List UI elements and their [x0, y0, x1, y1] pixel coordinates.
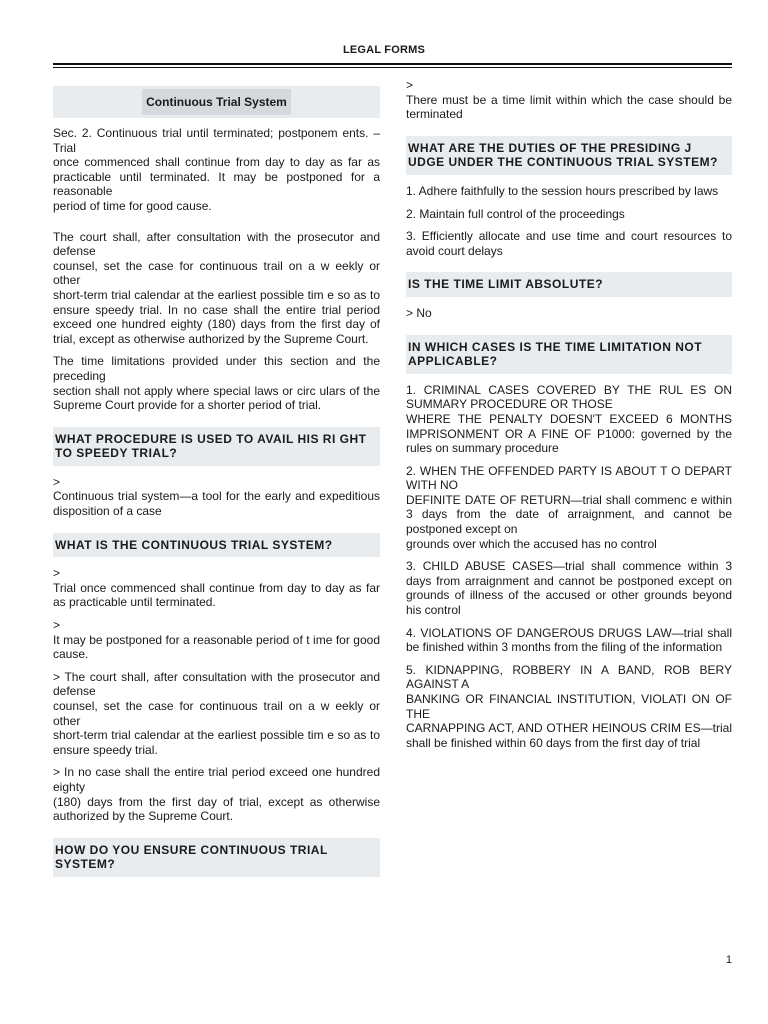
answer-paragraph: > The court shall, after consultation with the prosecutor and defense counsel, set the case for continuous trail on a w eekly or other short-term trial calendar at the earliest possible tim e so as to ensure speedy trial.: [53, 669, 380, 757]
case-item: 1. CRIMINAL CASES COVERED BY THE RUL ES ON SUMMARY PROCEDURE OR THOSE WHERE THE PENALTY DOESN'T EXCEED 6 MONTHS IMPRISONMENT OR A FINE OF P1000: governed by the rules on summary procedure: [406, 382, 732, 456]
question-heading: HOW DO YOU ENSURE CONTINUOUS TRIAL SYSTEM?: [53, 838, 380, 877]
page-number: 1: [725, 954, 732, 966]
duty-item: 2. Maintain full control of the proceedings: [406, 206, 625, 221]
answer-paragraph: > Trial once commenced shall continue from day to day as far as practicable until terminated.: [53, 566, 380, 610]
time-limitations-paragraph: The time limitations provided under this section and the preceding section shall not apply where special laws or circ ulars of the Supreme Court provide for a shorter period of trial.: [53, 354, 380, 413]
case-item: 3. CHILD ABUSE CASES—trial shall commence within 3 days from arraignment and cannot be postponed except on grounds of illness of the accused or other grounds beyond his control: [406, 559, 732, 618]
section-title: Continuous Trial System: [142, 89, 291, 116]
case-item: 4. VIOLATIONS OF DANGEROUS DRUGS LAW—trial shall be finished within 3 months from the filing of the information: [406, 625, 732, 655]
header-rule-thin: [53, 67, 732, 68]
case-item: 5. KIDNAPPING, ROBBERY IN A BAND, ROB BERY AGAINST A BANKING OR FINANCIAL INSTITUTION, VIOLATI ON OF THE CARNAPPING ACT, AND OTHER HEINOUS CRIM ES—trial shall be finished within 60 days from the first day of trial: [406, 662, 732, 750]
court-paragraph: The court shall, after consultation with the prosecutor and defense counsel, set the case for continuous trail on a w eekly or other short-term trial calendar at the earliest possible tim e so as to ensure speedy trial. In no case shall the entire trial period exceed one hundred eighty (180) days from the first day of trial, except as otherwise authorized by the Supreme Court.: [53, 229, 380, 346]
answer-paragraph: > There must be a time limit within which the case should be terminated: [406, 78, 732, 122]
question-heading: WHAT PROCEDURE IS USED TO AVAIL HIS RI GHT TO SPEEDY TRIAL?: [53, 427, 380, 466]
question-heading: WHAT ARE THE DUTIES OF THE PRESIDING J UDGE UNDER THE CONTINUOUS TRIAL SYSTEM?: [406, 136, 732, 175]
question-heading: IS THE TIME LIMIT ABSOLUTE?: [406, 272, 732, 297]
page-header: LEGAL FORMS: [342, 44, 426, 56]
answer-paragraph: > It may be postponed for a reasonable period of t ime for good cause.: [53, 618, 380, 662]
section-title-box: [53, 86, 380, 118]
case-item: 2. WHEN THE OFFENDED PARTY IS ABOUT T O DEPART WITH NO DEFINITE DATE OF RETURN—trial shall commenc e within 3 days from the date of arraignment, and cannot be postponed except on grounds over which the accused has no control: [406, 463, 732, 551]
sec2-paragraph: Sec. 2. Continuous trial until terminated; postponem ents. – Trial once commenced shall continue from day to day as far as practicable until terminated. It may be postponed for a reasonable period of time for good cause.: [53, 126, 380, 213]
answer-paragraph: > In no case shall the entire trial period exceed one hundred eighty (180) days from the first day of trial, except as otherwise authorized by the Supreme Court.: [53, 765, 380, 824]
header-rule: [53, 63, 732, 65]
duty-item: 1. Adhere faithfully to the session hours prescribed by laws: [406, 183, 719, 198]
answer-paragraph: > No: [406, 305, 432, 320]
question-heading: WHAT IS THE CONTINUOUS TRIAL SYSTEM?: [53, 533, 380, 558]
question-heading: IN WHICH CASES IS THE TIME LIMITATION NOT APPLICABLE?: [406, 335, 732, 374]
duty-item: 3. Efficiently allocate and use time and court resources to avoid court delays: [406, 229, 732, 258]
left-column: [53, 86, 380, 886]
answer-paragraph: > Continuous trial system—a tool for the early and expeditious disposition of a case: [53, 474, 380, 519]
right-column: [406, 78, 732, 758]
